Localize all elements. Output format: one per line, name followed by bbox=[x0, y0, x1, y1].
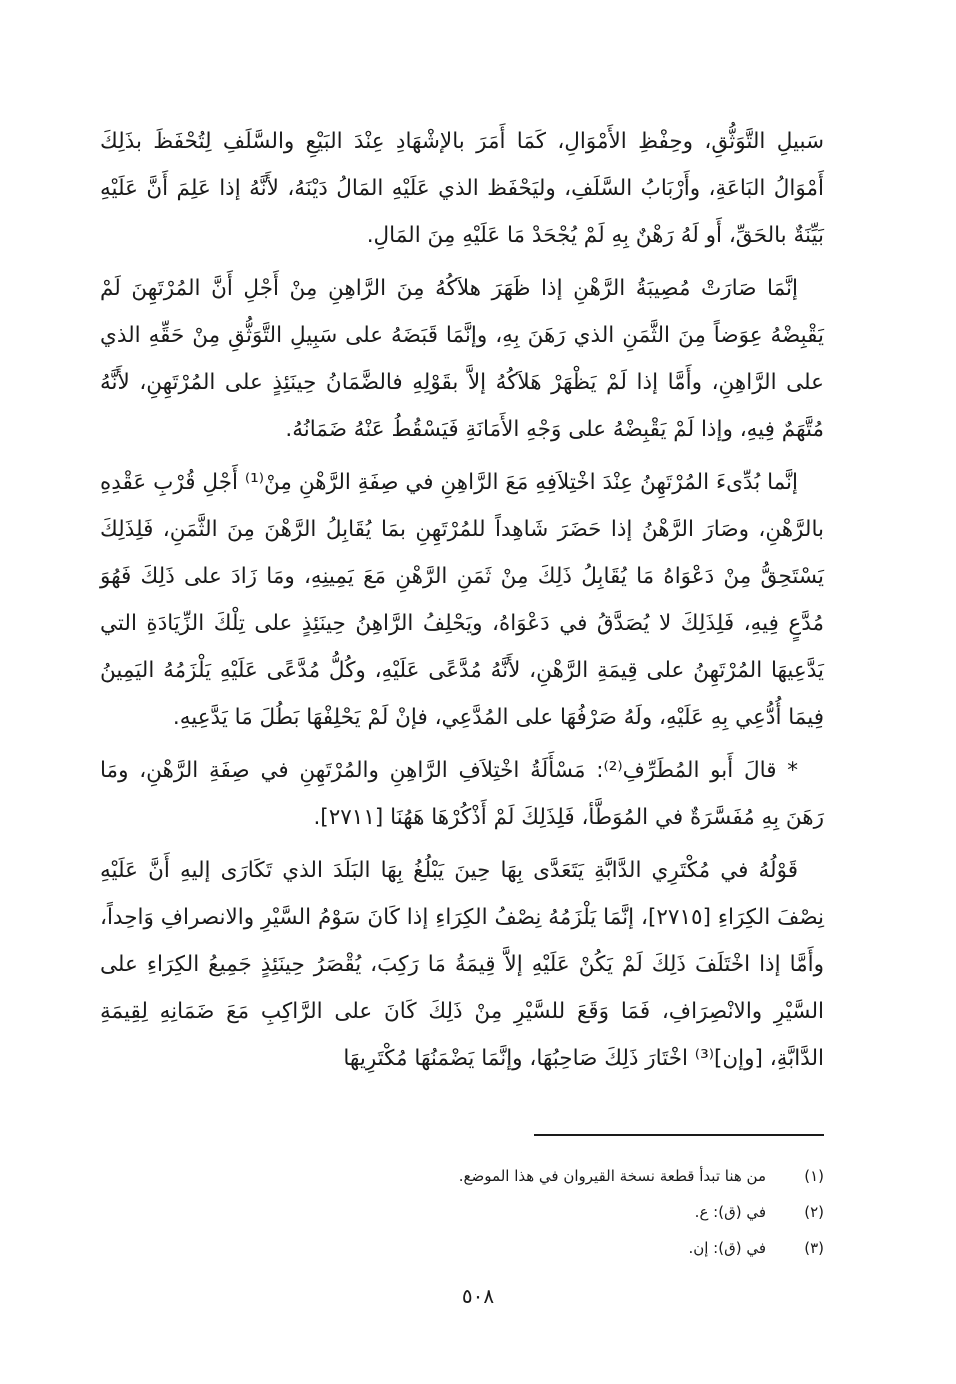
footnote-text: في (ق): ع. bbox=[694, 1203, 766, 1221]
paragraph-5: قَوْلُهُ في مُكْتَرِي الدَّابَّةِ يَتَعَدَّى بِهَا حِينَ يَبْلُغُ بِهَا البَلَدَ الذي تَكَارَى إليهِ أَنَّ عَلَيْهِ نِصْفَ الكِرَاءِ [٢٧١٥]، إنَّمَا يَلْزَمُهُ نِصْفُ الكِرَاءِ إذا كَانَ سَوْمُ السَّيْرِ والانصرافِ وَاحِداً، وأَمَّا إذا اخْتَلَفَ ذَلِكَ لَمْ يَكُنْ عَلَيْهِ إلاَّ قِيمَةُ مَا رَكِبَ، يُقْصَرُ حِينَئِذٍ جَمِيعُ الكِرَاءِ على السَّيْرِ والانْصِرَافِ، فَمَا وَقَعَ للسَّيْرِ مِنْ ذَلِكَ كَانَ على الرَّاكِبِ مَعَ ضَمَانِهِ لِقِيمَةِ الدَّابَّةِ، [وإن]⁽³⁾ اخْتَارَ ذَلِكَ صَاحِبُهَا، وإنَّمَا يَضْمَنُهَا مُكْتَرِيهَا bbox=[100, 858, 824, 1071]
paragraph-4: * قالَ أَبو المُطَرِّفِ⁽²⁾: مَسْأَلَةُ اخْتِلاَفِ الرَّاهِنِ والمُرْتَهِنِ في صِفَةِ الرَّهْنِ، ومَا رَهَنَ بِهِ مُفَسَّرَةٌ في المُوَطَّأ، فَلِذَلِكَ لَمْ أَذْكُرْهَا هَهُنَا [٢٧١١]. bbox=[100, 758, 824, 830]
footnote-3 bbox=[300, 1230, 824, 1266]
footnote-number: (٣) bbox=[804, 1239, 824, 1257]
footnote-text: من هنا تبدأ قطعة نسخة القيروان في هذا الموضع. bbox=[458, 1167, 766, 1185]
footnote-text: في (ق): إن. bbox=[688, 1239, 766, 1257]
paragraph-1: سَبيلِ التَّوَثُّقِ، وحِفْظِ الأَمْوَالِ، كَمَا أَمَرَ بالإشْهَادِ عِنْدَ البَيْعِ والسَّلَفِ لِتُحْفَظَ بذَلِكَ أَمْوَالُ البَاعَةِ، وأَرْبَابُ السَّلَفِ، وليَحْفَظ الذي عَلَيْهِ المَالُ دَيْنَهُ، لأَنَّهُ إذا عَلِمَ أَنَّ عَلَيْهِ بَيِّنَةٌ بالحَقِّ، أَو لَهُ رَهْنٌ بِهِ لَمْ يُجْحَدْ مَا عَلَيْهِ مِنَ المَالِ. bbox=[100, 129, 824, 248]
footnote-divider bbox=[534, 1134, 824, 1136]
footnote-2 bbox=[300, 1194, 824, 1230]
footnote-number: (٢) bbox=[804, 1203, 824, 1221]
footnote-number: (١) bbox=[804, 1167, 824, 1185]
page-number: ٥٠٨ bbox=[461, 1284, 495, 1308]
paragraph-2: إنَّمَا صَارَتْ مُصِيبَةُ الرَّهْنِ إذا ظَهَرَ هلاَكُهُ مِنَ الرَّاهِنِ مِنْ أَجْلِ أَنَّ المُرْتَهِنَ لَمْ يَقْبِضْهُ عِوَضاً مِنَ الثَّمَنِ الذي رَهَنَ بِهِ، وإنَّمَا قَبَضَهُ على سَبِيلِ التَّوَثُّقِ مِنْ حَقِّهِ الذي على الرَّاهِنِ، وأَمَّا إذا لَمْ يَظْهَرْ هَلاَكُهُ إلاَّ بقَوْلِهِ فالضَّمَانُ حِينَئِذٍ على المُرْتَهِنِ، لأَنَّهُ مُتَّهَمٌ فِيهِ، وإذا لَمْ يَقْبِضْهُ على وَجْهِ الأَمَانَةِ فَيَسْقُطُ عَنْهُ ضَمَانُهُ. bbox=[100, 276, 824, 442]
paragraph-3: إنَّما بُدِّىءَ المُرْتَهِنُ عِنْدَ اخْتِلاَفِهِ مَعَ الرَّاهِنِ في صِفَةِ الرَّهْنِ مِنْ⁽¹⁾ أَجْلِ قُرْبِ عَقْدِهِ بالرَّهْنِ، وصَارَ الرَّهْنُ إذا حَضَرَ شَاهِداً للمُرْتَهِنِ بمَا يُقَابِلُ الرَّهْنَ مِنَ الثَّمَنِ، فَلِذَلِكَ يَسْتَحِقُّ مِنْ دَعْوَاهُ مَا يُقَابِلُ ذَلِكَ مِنْ ثَمَنِ الرَّهْنِ مَعَ يَمِينِهِ، ومَا زَادَ على ذَلِكَ فَهُوَ مُدَّعٍ فِيهِ، فَلِذَلِكَ لا يُصَدَّقُ في دَعْوَاهُ، ويَحْلِفُ الرَّاهِنُ حِينَئِذٍ على تِلْكَ الزِّيَادَةِ التي يَدَّعِيهَا المُرْتَهِنُ على قِيمَةِ الرَّهْنِ، لأَنَّهُ مُدَّعًى عَلَيْهِ، وكُلُّ مُدَّعًى عَلَيْهِ يَلْزَمُهُ اليَمِينُ فِيمَا أُدُّعِي بِهِ عَلَيْهِ، ولَهُ صَرْفُهَا على المُدَّعِي، فإنْ لَمْ يَحْلِفْهَا بَطُلَ مَا يَدَّعِيهِ. bbox=[100, 470, 824, 730]
footnotes bbox=[300, 1158, 824, 1266]
main-text bbox=[100, 118, 824, 1082]
footnote-1 bbox=[300, 1158, 824, 1194]
